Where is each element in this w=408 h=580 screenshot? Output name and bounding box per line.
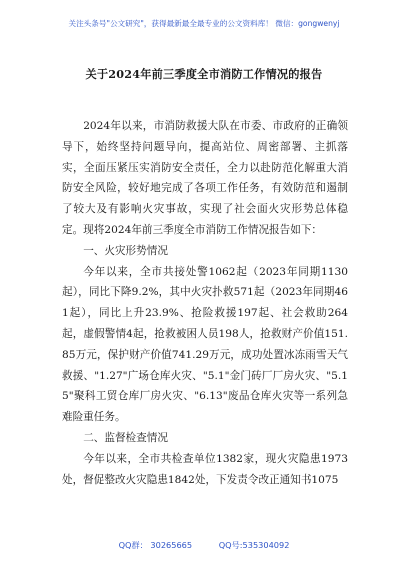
section-heading-inspection: 二、监督检查情况 bbox=[83, 431, 168, 444]
header-note: 关注头条号"公文研究"，获得最新最全最专业的公文资料库！ 微信：gongwenyj bbox=[68, 19, 340, 28]
paragraph-inspection: 今年以来，全市共检查单位1382家，现火灾隐患1973处，督促整改火灾隐患1842处，下发责令改正通知书1075 bbox=[62, 452, 348, 486]
footer-qq-group: QQ群： 30265665 bbox=[118, 540, 193, 550]
document-body bbox=[62, 116, 348, 490]
document-title: 关于2024年前三季度全市消防工作情况的报告 bbox=[85, 67, 323, 81]
footer-qq-number: QQ号:535304092 bbox=[218, 540, 290, 550]
section-heading-fire-situation: 一、火灾形势情况 bbox=[83, 244, 168, 257]
paragraph-fire-situation: 今年以来，全市共接处警1062起（2023年同期1130起），同比下降9.2%，其中火灾扑救571起（2023年同期461起），同比上升23.9%、抢险救援197起、社会救助264起，虚假警情4起，抢救被困人员198人，抢救财产价值151.85万元，保护财产价值741.29万元，成功处置冰冻雨雪天气救援、"1.27"广场仓库火灾、"5.1"金门砖厂厂房火灾、"5.15"聚科工贸仓库厂房火灾、"6.13"废品仓库火灾等一系列急难险重任务。 bbox=[62, 265, 348, 424]
footer-contact bbox=[0, 540, 408, 551]
paragraph-intro: 2024年以来，市消防救援大队在市委、市政府的正确领导下，始终坚持问题导向，提高站位、周密部署、主抓落实，全面压紧压实消防安全责任，全力以赴防范化解重大消防安全风险，较好地完成了各项工作任务，有效防范和遏制了较大及有影响火灾事故，实现了社会面火灾形势总体稳定。现将2024年前三季度全市消防工作情况报告如下： bbox=[62, 120, 348, 236]
